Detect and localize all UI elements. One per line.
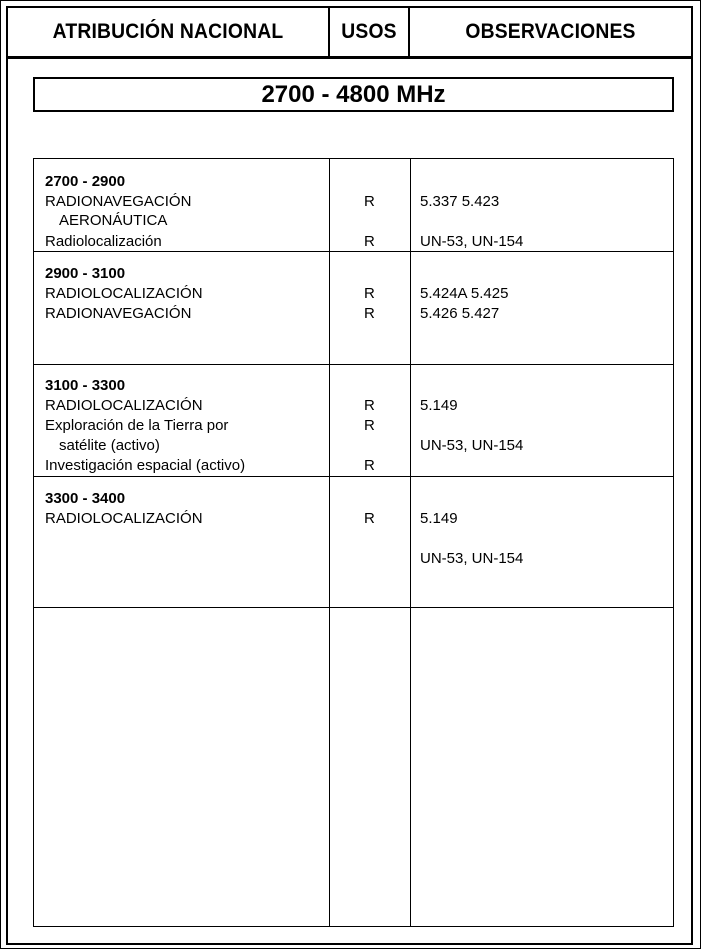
- observation: UN-53, UN-154: [420, 437, 524, 454]
- observation: 5.337 5.423: [420, 193, 500, 210]
- allocation-table: [33, 158, 674, 927]
- band-range: 2900 - 3100: [45, 265, 126, 282]
- band-range-title: 2700 - 4800 MHz: [33, 77, 674, 112]
- header-usos: USOS: [341, 20, 397, 43]
- service-name-cont: AERONÁUTICA: [59, 212, 168, 229]
- observation: 5.149: [420, 510, 458, 527]
- service-name: Investigación espacial (activo): [45, 457, 246, 474]
- header-divider: [328, 8, 330, 56]
- usage-code: R: [364, 233, 375, 250]
- observation: 5.426 5.427: [420, 305, 500, 322]
- band-range: 3100 - 3300: [45, 377, 126, 394]
- table-header: [8, 8, 691, 59]
- header-observaciones: OBSERVACIONES: [465, 20, 636, 43]
- header-divider: [408, 8, 410, 56]
- usage-code: R: [364, 397, 375, 414]
- usage-code: R: [364, 510, 375, 527]
- column-divider: [410, 159, 411, 926]
- service-name: Exploración de la Tierra por: [45, 417, 229, 434]
- service-name-cont: satélite (activo): [59, 437, 160, 454]
- service-name: RADIOLOCALIZACIÓN: [45, 285, 203, 302]
- usage-code: R: [364, 285, 375, 302]
- column-divider: [329, 159, 330, 926]
- usage-code: R: [364, 305, 375, 322]
- service-name: RADIOLOCALIZACIÓN: [45, 397, 203, 414]
- observation: 5.149: [420, 397, 458, 414]
- usage-code: R: [364, 457, 375, 474]
- row-divider: [34, 476, 673, 477]
- usage-code: R: [364, 193, 375, 210]
- observation: UN-53, UN-154: [420, 233, 524, 250]
- observation: UN-53, UN-154: [420, 550, 524, 567]
- band-range: 2700 - 2900: [45, 173, 126, 190]
- service-name: RADIOLOCALIZACIÓN: [45, 510, 203, 527]
- observation: 5.424A 5.425: [420, 285, 509, 302]
- row-divider: [34, 607, 673, 608]
- usage-code: R: [364, 417, 375, 434]
- row-divider: [34, 364, 673, 365]
- service-name: Radiolocalización: [45, 233, 162, 250]
- band-range: 3300 - 3400: [45, 490, 126, 507]
- header-atribucion-nacional: ATRIBUCIÓN NACIONAL: [52, 20, 284, 43]
- service-name: RADIONAVEGACIÓN: [45, 193, 192, 210]
- service-name: RADIONAVEGACIÓN: [45, 305, 192, 322]
